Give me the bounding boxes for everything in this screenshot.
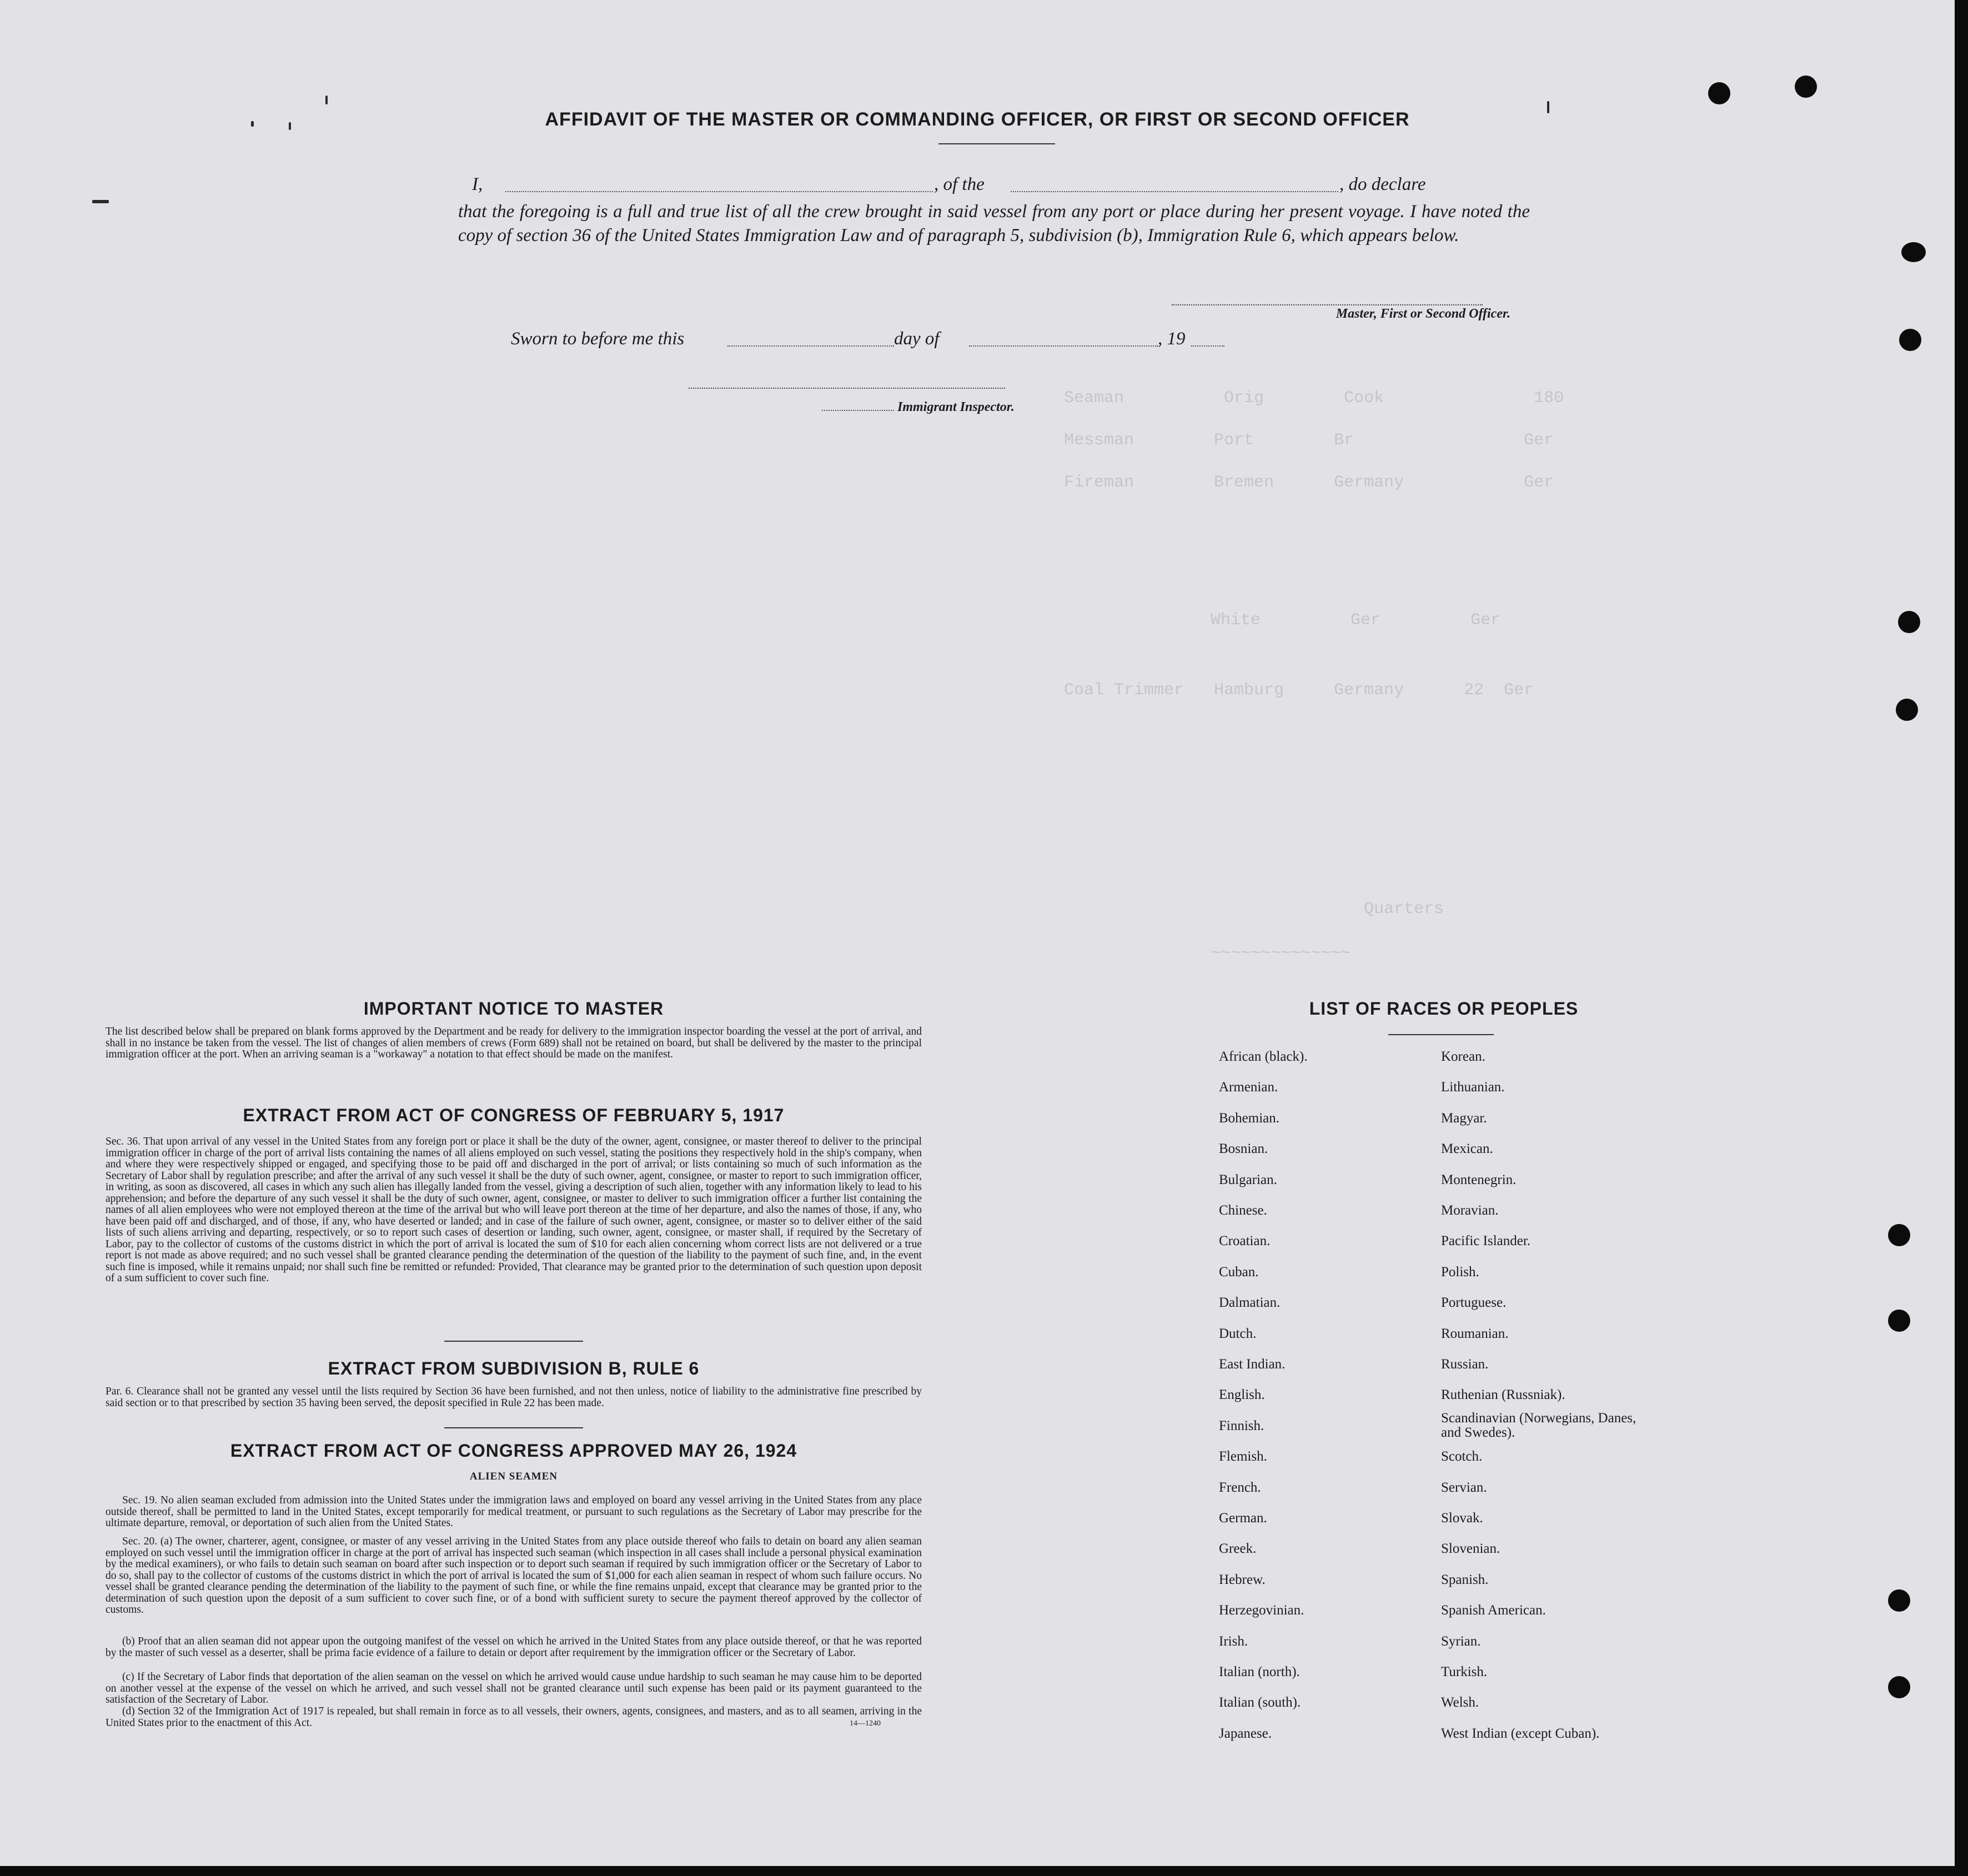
sworn-prefix: Sworn to before me this (511, 329, 685, 349)
show-through-text: White Ger Ger (1211, 611, 1501, 630)
race-item: Slovak. (1441, 1511, 1483, 1526)
inspector-signature-line[interactable] (689, 388, 1005, 389)
race-item: Finnish. (1219, 1418, 1264, 1433)
punch-hole (1888, 1589, 1910, 1612)
race-item: Spanish. (1441, 1572, 1489, 1587)
do-declare-text: , do declare (1339, 174, 1426, 194)
show-through-text: Seaman Orig Cook 180 (1044, 389, 1564, 408)
name-blank[interactable] (505, 174, 933, 192)
race-item: Welsh. (1441, 1695, 1479, 1711)
race-item: Armenian. (1219, 1080, 1278, 1095)
race-item: Italian (south). (1219, 1695, 1301, 1711)
month-blank[interactable] (969, 329, 1158, 347)
race-item: Montenegrin. (1441, 1172, 1517, 1187)
day-blank[interactable] (727, 329, 894, 347)
punch-hole (1888, 1676, 1910, 1698)
year-text: , 19 (1158, 329, 1186, 349)
year-blank[interactable] (1191, 329, 1224, 347)
signature-line[interactable] (1172, 304, 1483, 305)
extract-1924-section-19: Sec. 19. No alien seaman excluded from admission into the United States under the immigration laws and employed on board any vessel arriving in the United States from any place outside thereof, shall be permitted to land in the United States, except temporarily for medical treatment, or pursuant to such regulations as the Secretary of Labor may prescribe for the ultimate departure, removal, or deportation of such alien from the United States. (106, 1494, 922, 1529)
race-item: Bulgarian. (1219, 1172, 1277, 1187)
race-item: Scandinavian (Norwegians, Danes, and Swedes). (1441, 1410, 1636, 1440)
punch-hole (1708, 82, 1730, 104)
race-item: African (black). (1219, 1049, 1308, 1064)
race-item: Polish. (1441, 1264, 1479, 1280)
extract-1924-section-20b: (b) Proof that an alien seaman did not appear upon the outgoing manifest of the vessel on which he arrived in the United States from any place outside thereof, or that he was reported by the master of such vessel as a deserter, shall be prima facie evidence of a failure to detain or deport after requirement by the immigration officer or the Secretary of Labor. (106, 1636, 922, 1659)
notice-title: IMPORTANT NOTICE TO MASTER (363, 999, 664, 1019)
races-title-rule (1388, 1034, 1494, 1035)
show-through-text: Messman Port Br Ger (1044, 431, 1554, 450)
of-the-text: , of the (934, 174, 985, 194)
race-item: Italian (north). (1219, 1664, 1300, 1679)
race-item: Croatian. (1219, 1233, 1271, 1249)
punch-hole (1795, 76, 1817, 98)
punch-hole (1899, 329, 1921, 351)
race-item: Pacific Islander. (1441, 1233, 1531, 1249)
race-item: Korean. (1441, 1049, 1485, 1064)
punch-hole (1896, 699, 1918, 721)
signature-label: Master, First or Second Officer. (1336, 307, 1510, 321)
title-rule (938, 143, 1055, 144)
inspector-label-text: Immigrant Inspector. (897, 400, 1015, 414)
extract-rule6-title: EXTRACT FROM SUBDIVISION B, RULE 6 (328, 1358, 700, 1378)
extract-rule6-body: Par. 6. Clearance shall not be granted any vessel until the lists required by Section 36 have been furnished, and not then unless, notice of liability to the administrative fine prescribed by said section or to that prescribed by section 35 having been served, the deposit specified in Rule 22 has been made. (106, 1386, 922, 1409)
race-item: English. (1219, 1387, 1265, 1403)
show-through-text: Fireman Bremen Germany Ger (1044, 473, 1554, 492)
race-item: Russian. (1441, 1357, 1489, 1372)
sworn-line (511, 329, 1233, 353)
race-item: Bosnian. (1219, 1141, 1268, 1157)
vessel-blank[interactable] (1011, 174, 1338, 192)
race-item: West Indian (except Cuban). (1441, 1725, 1600, 1741)
race-item: Magyar. (1441, 1110, 1487, 1126)
inspector-label (822, 400, 1066, 415)
race-item: Hebrew. (1219, 1572, 1266, 1587)
alien-seamen-subtitle: ALIEN SEAMEN (469, 1471, 558, 1482)
race-item: Greek. (1219, 1541, 1257, 1557)
race-item: Bohemian. (1219, 1110, 1280, 1126)
show-through-text: ~~~~~~~~~~~~~~ (1211, 944, 1351, 963)
race-item: Servian. (1441, 1479, 1487, 1495)
race-item: Turkish. (1441, 1664, 1488, 1679)
declarant-pronoun: I, (472, 174, 483, 194)
extract-1924-section-20c: (c) If the Secretary of Labor finds that deportation of the alien seaman on the vessel on which he arrived would cause undue hardship to such seaman he may cause him to be deported on another vessel at the expense of the vessel on which he arrived, and such vessel shall not be granted clearance until such expense has been paid or its payment guaranteed to the satisfaction of the Secretary of Labor. (106, 1671, 922, 1706)
notice-body: The list described below shall be prepared on blank forms approved by the Department and be ready for delivery to the immigration inspector boarding the vessel at the port of arrival, and shall in no instance be taken from the vessel. The list of changes of alien members of crews (Form 689) shall not be retained on board, but shall be delivered by the master to the principal immigration officer at the port. When an arriving seaman is a "workaway" a notation to that effect should be made on the manifest. (106, 1026, 922, 1060)
race-item: Slovenian. (1441, 1541, 1500, 1557)
punch-hole (1898, 611, 1920, 633)
declaration-first-line (472, 174, 1527, 199)
race-item: Ruthenian (Russniak). (1441, 1387, 1565, 1403)
races-title: LIST OF RACES OR PEOPLES (1309, 999, 1579, 1019)
punch-hole (1888, 1224, 1910, 1246)
extract-1917-body: Sec. 36. That upon arrival of any vessel in the United States from any foreign port or place it shall be the duty of the owner, agent, consignee, or master thereof to deliver to the principal immigration officer in charge of the port of arrival lists containing the names of all aliens employed on such vessel, stating the positions they respectively hold in the ship's company, when and where they were respectively shipped or engaged, and specifying those to be paid off and discharged in the port of arrival; or lists containing so much of such information as the Secretary of Labor shall by regulation prescribe; and after the arrival of any such vessel it shall be the duty of such owner, agent, consignee, or master to report to such immigration officer, in writing, as soon as discovered, all cases in which any such alien has illegally landed from the vessel, giving a description of such alien, together with any information likely to lead to his apprehension; and before the departure of any such vessel it shall be the duty of such owner, agent, consignee, or master to deliver to such immigration officer a further list containing the names of all alien employees who were not employed thereon at the time of the arrival but who will leave port thereon at the time of her departure, and also the names of those, if any, who have been paid off and discharged, and of those, if any, who have deserted or landed; and in case of the failure of such owner, agent, consignee, or master so to deliver either of the said lists of such aliens arriving and departing, respectively, or so to report such cases of desertion or landing, such owner, agent, consignee, or master shall, if required by the Secretary of Labor, pay to the collector of customs of the customs district in which the port of arrival is located the sum of $10 for each alien concerning whom correct lists are not delivered or a true report is not made as above required; and no such vessel shall be granted clearance pending the determination of the question of the liability to the payment of such fine, and, in the event such fine is imposed, while it remains unpaid; nor shall such fine be remitted or refunded: Provided, That clearance may be granted prior to the determination of such question upon deposit of a sum sufficient to cover such fine. (106, 1136, 922, 1284)
race-item: Dutch. (1219, 1326, 1257, 1341)
race-item: French. (1219, 1479, 1261, 1495)
race-item: Chinese. (1219, 1203, 1267, 1218)
race-item: Spanish American. (1441, 1603, 1546, 1618)
extract-1917-title: EXTRACT FROM ACT OF CONGRESS OF FEBRUARY 5, 1917 (243, 1105, 785, 1125)
affidavit-title: AFFIDAVIT OF THE MASTER OR COMMANDING OFFICER, OR FIRST OR SECOND OFFICER (545, 109, 1410, 130)
extract-1924-section-20a: Sec. 20. (a) The owner, charterer, agent, consignee, or master of any vessel arriving in the United States from any place outside thereof who fails to detain on board any alien seaman employed on such vessel until the immigration officer in charge at the port of arrival has inspected such seaman (which inspection in all cases shall include a personal physical examination by the medical examiners), or who fails to detain such seaman on board after such inspection or to deport such seaman if required by such immigration officer or the Secretary of Labor to do so, shall pay to the collector of customs of the customs district in which the port of arrival is located the sum of $1,000 for each alien seaman in respect of whom such failure occurs. No vessel shall be granted clearance pending the determination of the liability to the payment of such fine, or while the fine remains unpaid, except that clearance may be granted prior to the determination of such question upon the deposit of a sum sufficient to cover such fine, or of a bond with sufficient surety to secure the payment thereof approved by the collector of customs. (106, 1536, 922, 1616)
show-through-text: Coal Trimmer Hamburg Germany 22 Ger (1044, 681, 1534, 700)
declaration-text: that the foregoing is a full and true list of all the crew brought in said vessel from any port or place during her present voyage. I have noted the copy of section 36 of the United States Immigration Law and of paragraph 5, subdivision (b), Immigration Rule 6, which appears below. (458, 202, 1530, 245)
punch-hole (1888, 1310, 1910, 1332)
extract-1924-title: EXTRACT FROM ACT OF CONGRESS APPROVED MAY 26, 1924 (230, 1441, 797, 1461)
race-item: Herzegovinian. (1219, 1603, 1304, 1618)
race-item: Scotch. (1441, 1449, 1483, 1464)
punch-hole (1901, 242, 1926, 262)
race-item: Dalmatian. (1219, 1295, 1281, 1311)
scan-speck (325, 96, 328, 104)
race-item: Lithuanian. (1441, 1080, 1505, 1095)
race-item: Flemish. (1219, 1449, 1267, 1464)
section-divider (444, 1341, 583, 1342)
race-item: Mexican. (1441, 1141, 1493, 1157)
extract-1924-section-20d: (d) Section 32 of the Immigration Act of 1917 is repealed, but shall remain in force as to all vessels, their owners, agents, consignees, and masters, and as to all seamen, arriving in the United States prior to the enactment of this Act. (106, 1706, 922, 1729)
day-of-text: day of (894, 329, 940, 349)
section-divider (444, 1427, 583, 1428)
race-item: Japanese. (1219, 1725, 1272, 1741)
scan-speck (92, 200, 109, 203)
show-through-text: Quarters (1044, 900, 1444, 919)
race-item: Roumanian. (1441, 1326, 1509, 1341)
race-item: German. (1219, 1511, 1267, 1526)
form-number: 14—1240 (850, 1719, 881, 1728)
race-item: Moravian. (1441, 1203, 1499, 1218)
race-item: East Indian. (1219, 1357, 1286, 1372)
race-item: Cuban. (1219, 1264, 1259, 1280)
race-item: Irish. (1219, 1633, 1248, 1649)
race-item: Portuguese. (1441, 1295, 1507, 1311)
race-item: Syrian. (1441, 1633, 1481, 1649)
